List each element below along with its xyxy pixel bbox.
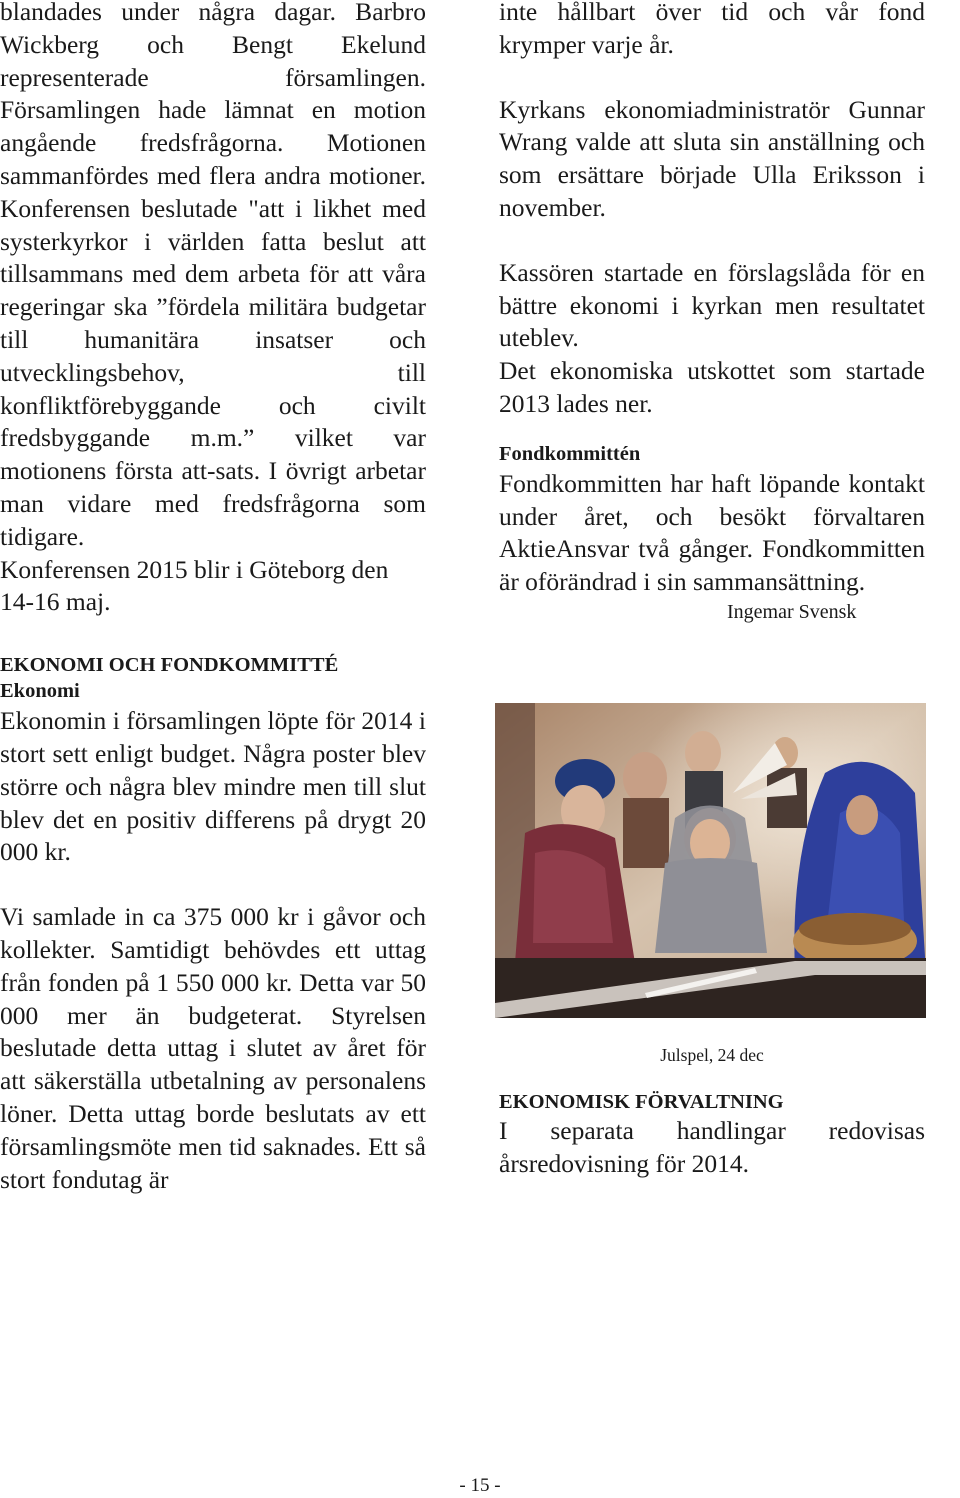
photo-caption: Julspel, 24 dec (660, 1045, 764, 1065)
body-paragraph: Det ekonomiska utskottet som startade 2013 lades ner. (499, 356, 925, 418)
body-paragraph: Kassören startade en förslagslåda för en bättre ekonomi i kyrkan men resultatet uteblev. (499, 257, 925, 353)
body-paragraph: Ekonomin i församlingen löpte för 2014 i stort sett enligt budget. Några poster blev större och några blev mindre men till slut blev det en positiv differens på drygt 20 000 kr. (0, 706, 426, 867)
body-paragraph: blandades under några dagar. Barbro Wickberg och Bengt Ekelund representerade församlingen. Församlingen hade lämnat en motion angående fredsfrågorna. Motionen sammanfördes med flera andra motioner. Konferensen beslutade "att i likhet med systerkyrkor i världen fatta beslut att tillsammans med dem arbeta för att våra regeringar ska ”fördela militära budgetar till humanitära insatser och utvecklingsbehov, till konfliktförebyggande och civilt fredsbyggande m.m.” vilket var motionens första att-sats. I övrigt arbetar man vidare med fredsfrågorna som tidigare. (0, 0, 426, 551)
sub-heading: Ekonomi (0, 680, 80, 703)
body-paragraph: Kyrkans ekonomiadministratör Gunnar Wrang valde att sluta sin anställning och som ersättare började Ulla Eriksson i november. (499, 94, 925, 222)
sub-heading: Fondkommittén (499, 442, 641, 465)
nativity-play-photo (495, 703, 926, 1018)
left-column (0, 0, 426, 1196)
page-number: - 15 - (459, 1475, 501, 1496)
body-paragraph: inte hållbart över tid och vår fond krymper varje år. (499, 0, 925, 59)
right-column-lower (499, 1043, 925, 1181)
section-heading: EKONOMI OCH FONDKOMMITTÉ (0, 654, 339, 677)
section-heading: EKONOMISK FÖRVALTNING (499, 1091, 784, 1113)
body-paragraph: Fondkommitten har haft löpande kontakt under året, och besökt förvaltaren AktieAnsvar två gånger. Fondkommitten är oförändrad i sin sammansättning. (499, 468, 925, 597)
right-column (499, 0, 925, 625)
body-paragraph: Konferensen 2015 blir i Göteborg den 14-16 maj. (0, 554, 389, 617)
body-paragraph: Vi samlade in ca 375 000 kr i gåvor och kollekter. Samtidigt behövdes ett uttag från fonden på 1 550 000 kr. Detta var 50 000 mer än budgeterat. Styrelsen beslutade detta uttag i slutet av året för att säkerställa utbetalning av personalens löner. Detta uttag borde beslutats av ett församlingsmöte men tid saknades. Ett så stort fondutag är (0, 902, 426, 1194)
photo-nativity-play-icon (495, 703, 926, 1018)
body-paragraph: I separata handlingar redovisas årsredovisning för 2014. (499, 1116, 925, 1178)
signature: Ingemar Svensk (727, 600, 857, 623)
